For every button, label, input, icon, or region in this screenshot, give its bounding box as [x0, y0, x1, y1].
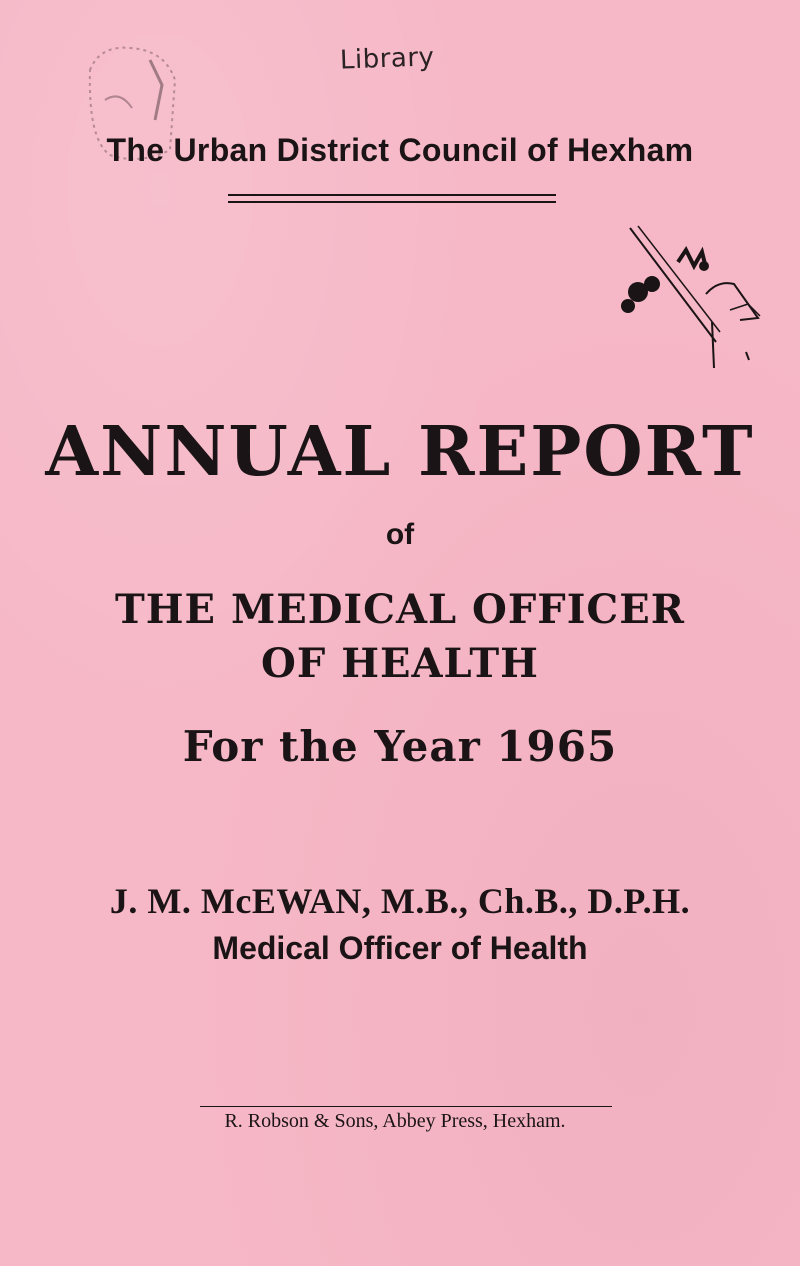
council-name: The Urban District Council of Hexham: [106, 132, 694, 168]
report-year: For the Year 1965: [182, 722, 618, 771]
author-role: Medical Officer of Health: [212, 930, 588, 966]
title-connector: of: [385, 518, 415, 551]
subtitle-line-1: THE MEDICAL OFFICER: [115, 586, 685, 633]
author-name: J. M. McEWAN, M.B., Ch.B., D.P.H.: [109, 881, 691, 921]
subtitle-line-2: OF HEALTH: [261, 640, 539, 687]
handwritten-note: Library: [339, 42, 435, 76]
printer-imprint: R. Robson & Sons, Abbey Press, Hexham.: [224, 1110, 566, 1132]
double-rule-divider: [228, 194, 556, 203]
heraldic-crest-icon: [608, 222, 768, 372]
report-title: ANNUAL REPORT: [45, 412, 755, 492]
footer-rule: [200, 1106, 612, 1107]
